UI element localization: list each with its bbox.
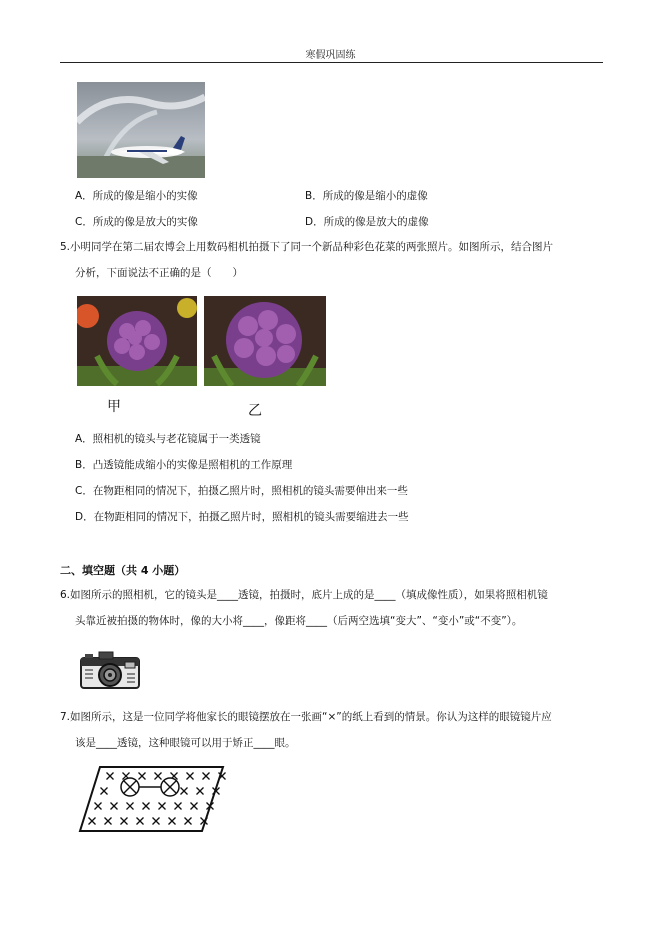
q5-option-c: C．在物距相同的情况下，拍摄乙照片时，照相机的镜头需要伸出来一些 [75,485,408,497]
camera-icon [79,648,141,692]
q5-option-a: A．照相机的镜头与老花镜属于一类透镜 [75,433,261,445]
page-header-title: 寒假巩固练 [305,50,356,61]
section-title: 二、填空题（共 4 小题） [60,564,186,577]
caption-jia: 甲 [107,399,121,415]
q5-option-b: B．凸透镜能成缩小的实像是照相机的工作原理 [75,459,293,471]
q4-option-a: A．所成的像是缩小的实像 [75,190,198,202]
q4-option-b: B．所成的像是缩小的虚像 [305,190,428,202]
q6-line2: 头靠近被拍摄的物体时，像的大小将____，像距将____（后两空选填“变大”、“变小”或“不变”）。 [75,615,523,627]
q5-stem-line1: 5.小明同学在第二届农博会上用数码相机拍摄下了同一个新品种彩色花菜的两张照片。如图所示，结合图片 [60,241,554,253]
header-divider [60,62,603,63]
q5-stem-line2: 分析，下面说法不正确的是（ ） [75,267,243,279]
lens-grid-diagram [78,764,226,834]
q6-line1: 6.如图所示的照相机，它的镜头是____透镜，拍摄时，底片上成的是____（填成像性质），如果将照相机镜 [60,589,548,601]
q7-line2: 该是____透镜，这种眼镜可以用于矫正____眼。 [75,737,296,749]
q7-line1: 7.如图所示，这是一位同学将他家长的眼镜摆放在一张画“×”的纸上看到的情景。你认为这样的眼镜镜片应 [60,711,552,723]
caption-yi: 乙 [248,403,262,419]
q5-option-d: D．在物距相同的情况下，拍摄乙照片时，照相机的镜头需要缩进去一些 [75,511,409,523]
q4-option-d: D．所成的像是放大的虚像 [305,216,429,228]
cauliflower-photo-right [204,296,326,386]
q4-option-c: C．所成的像是放大的实像 [75,216,198,228]
airplane-photo [77,82,205,178]
cauliflower-photo-left [77,296,197,386]
